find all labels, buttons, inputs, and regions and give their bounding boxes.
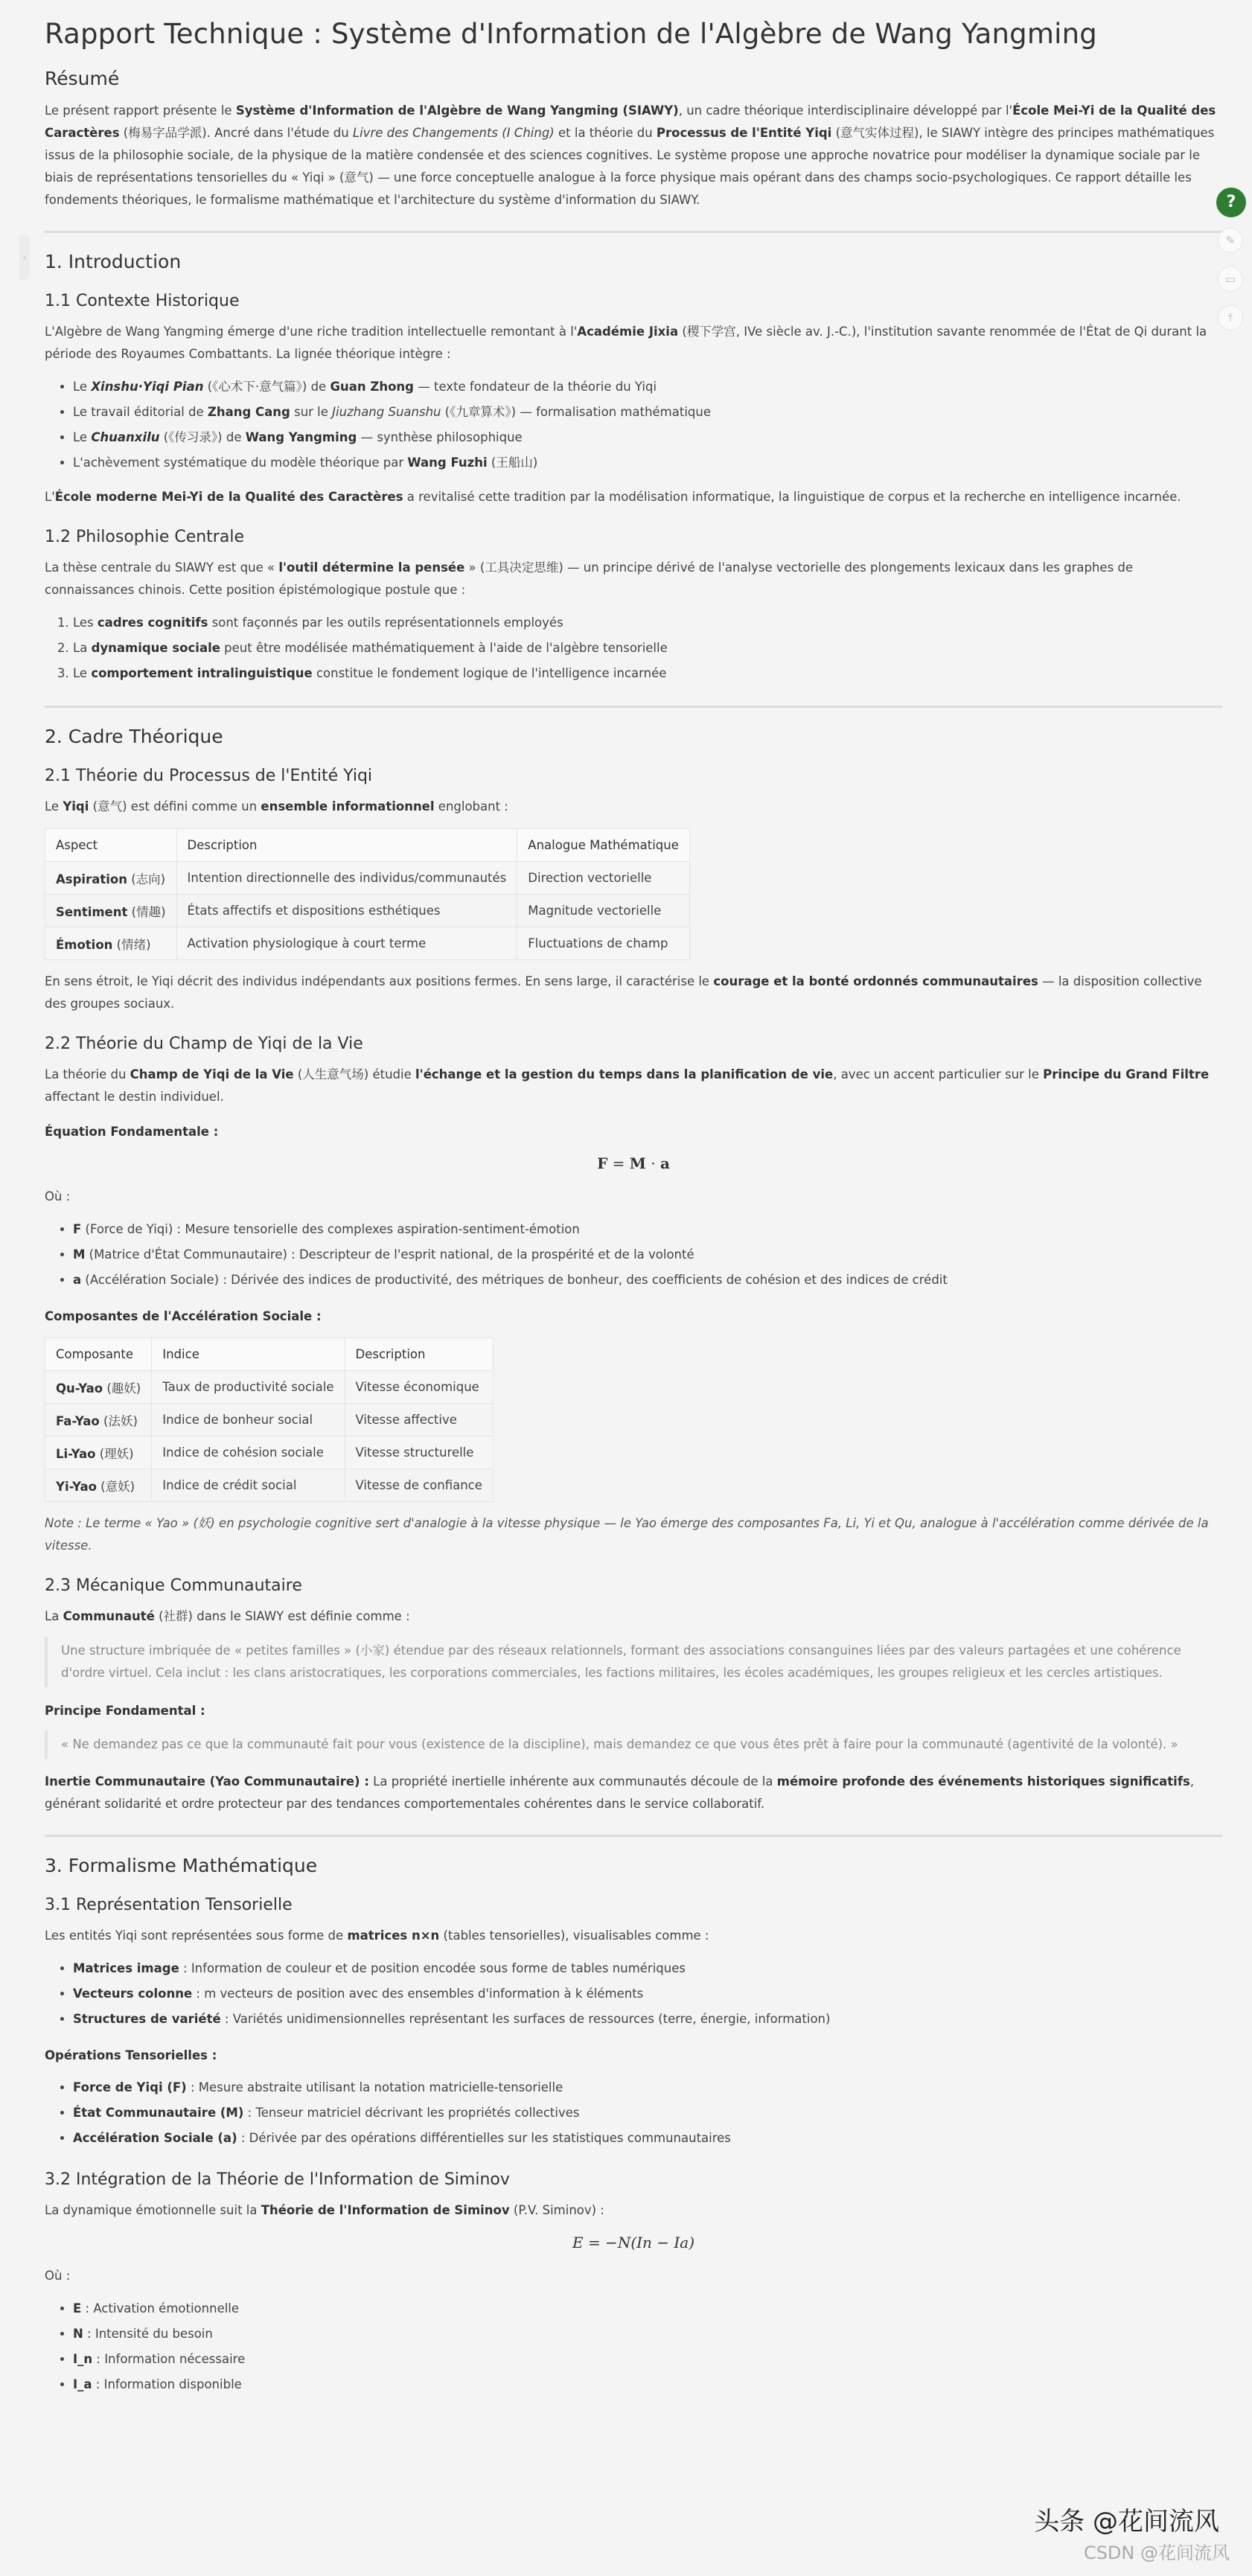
table-row (45, 1436, 494, 1469)
bullet-list (45, 1956, 1222, 2032)
list-item: 3. Le comportement intralinguistique constitue le fondement logique de l'intelligence incarnée (73, 661, 1222, 686)
table-row (45, 1404, 494, 1436)
table-cell: États affectifs et dispositions esthétiques (176, 895, 517, 927)
table-cell: Taux de productivité sociale (152, 1371, 345, 1404)
table-header-row (45, 829, 690, 862)
subsection-heading: 1.2 Philosophie Centrale (45, 528, 244, 546)
table-cell: Li-Yao (理妖) (45, 1436, 152, 1469)
acceleration-table (45, 1337, 494, 1502)
list-item: • I_n : Information nécessaire (73, 2347, 1222, 2372)
table-row (45, 1469, 494, 1502)
table-cell: Magnitude vectorielle (517, 895, 690, 927)
bullet-list (45, 2075, 1222, 2151)
table-header: Composante (45, 1338, 152, 1371)
list-item: • F (Force de Yiqi) : Mesure tensorielle des complexes aspiration-sentiment-émotion (73, 1217, 1222, 1242)
list-item: • Matrices image : Information de couleur et de position encodée sous forme de tables numériques (73, 1956, 1222, 1981)
resume-paragraph: Le présent rapport présente le Système d'Information de l'Algèbre de Wang Yangming (SIAWY), un cadre théorique interdisciplinaire développé par l'École Mei-Yi de la Qualité des Caractères (梅易字品学派). Ancré dans l'étude du Livre des Changements (I Ching) et la théorie du Processus de l'Entité Yiqi (意气实体过程), le SIAWY intègre des principes mathématiques issus de la philosophie sociale, de la physique de la matière condensée et des sciences cognitives. Le système propose une approche novatrice pour modéliser la dynamique sociale par le biais de représentations tensorielles du « Yiqi » (意气) — une force conceptuelle analogue à la force physique mais opérant dans des champs socio-psychologiques. Ce rapport détaille les fondements théoriques, le formalisme mathématique et l'architecture du système d'information du SIAWY. (45, 103, 1216, 207)
paragraph: Où : (45, 1189, 71, 1204)
paragraph: Les entités Yiqi sont représentées sous forme de matrices n×n (tables tensorielles), visualisables comme : (45, 1928, 709, 1943)
list-item: • a (Accélération Sociale) : Dérivée des indices de productivité, des métriques de bonheur, des coefficients de cohésion et des indices de crédit (73, 1268, 1222, 1293)
components-label: Composantes de l'Accélération Sociale : (45, 1309, 322, 1323)
note: Note : Le terme « Yao » (妖) en psychologie cognitive sert d'analogie à la vitesse physique — le Yao émerge des composantes Fa, Li, Yi et Qu, analogue à l'accélération comme dérivée de la vitesse. (45, 1516, 1209, 1553)
bullet-list (45, 2296, 1222, 2397)
paragraph: La thèse centrale du SIAWY est que « l'outil détermine la pensée » (工具决定思维) — un principe dérivé de l'analyse vectorielle des plongements lexicaux dans les graphes de connaissances chinois. Cette position épistémologique postule que : (45, 560, 1134, 597)
table-cell: Indice de cohésion sociale (152, 1436, 345, 1469)
list-item: • Le Xinshu·Yiqi Pian (《心术下·意气篇》) de Guan Zhong — texte fondateur de la théorie du Yiqi (73, 374, 1222, 400)
subsection-heading: 2.3 Mécanique Communautaire (45, 1576, 302, 1595)
back-to-top-icon[interactable]: ⤒ (1218, 305, 1243, 330)
watermark: 头条 @花间流风 (1034, 2507, 1219, 2537)
table-cell: Direction vectorielle (517, 862, 690, 895)
table-cell: Activation physiologique à court terme (176, 927, 517, 960)
table-header: Aspect (45, 829, 177, 862)
table-cell: Aspiration (志向) (45, 862, 177, 895)
paragraph: La dynamique émotionnelle suit la Théorie de l'Information de Siminov (P.V. Siminov) : (45, 2203, 604, 2217)
table-cell: Qu-Yao (趣妖) (45, 1371, 152, 1404)
list-item: 2. La dynamique sociale peut être modélisée mathématiquement à l'aide de l'algèbre tensorielle (73, 636, 1222, 661)
table-cell: Yi-Yao (意妖) (45, 1469, 152, 1502)
divider (45, 706, 1222, 708)
section-heading: 2. Cadre Théorique (45, 726, 223, 747)
paragraph: Le Yiqi (意气) est défini comme un ensemble informationnel englobant : (45, 799, 508, 814)
table-cell: Vitesse structurelle (345, 1436, 493, 1469)
subsection-heading: 2.1 Théorie du Processus de l'Entité Yiqi (45, 767, 373, 785)
numbered-list (45, 610, 1222, 686)
table-cell: Vitesse économique (345, 1371, 493, 1404)
page-title: Rapport Technique : Système d'Information de l'Algèbre de Wang Yangming (45, 18, 1097, 50)
table-cell: Fluctuations de champ (517, 927, 690, 960)
list-item: • Force de Yiqi (F) : Mesure abstraite utilisant la notation matricielle-tensorielle (73, 2075, 1222, 2100)
comment-icon[interactable]: ▭ (1218, 266, 1243, 292)
bullet-list (45, 374, 1222, 476)
table-row (45, 862, 690, 895)
table-cell: Indice de crédit social (152, 1469, 345, 1502)
paragraph: Où : (45, 2269, 71, 2283)
subsection-heading: 3.1 Représentation Tensorielle (45, 1896, 293, 1914)
paragraph: En sens étroit, le Yiqi décrit des individus indépendants aux positions fermes. En sens large, il caractérise le courage et la bonté ordonnés communautaires — la disposition collective des groupes sociaux. (45, 974, 1202, 1011)
paragraph: La théorie du Champ de Yiqi de la Vie (人生意气场) étudie l'échange et la gestion du temps dans la planification de vie, avec un accent particulier sur le Principe du Grand Filtre affectant le destin individuel. (45, 1067, 1210, 1104)
subsection-heading: 3.2 Intégration de la Théorie de l'Information de Siminov (45, 2170, 510, 2189)
divider (45, 1835, 1222, 1837)
table-cell: Intention directionnelle des individus/communautés (176, 862, 517, 895)
list-item: • Le travail éditorial de Zhang Cang sur le Jiuzhang Suanshu (《九章算术》) — formalisation mathématique (73, 400, 1222, 425)
table-cell: Indice de bonheur social (152, 1404, 345, 1436)
list-item: • L'achèvement systématique du modèle théorique par Wang Fuzhi (王船山) (73, 450, 1222, 476)
equation-fundamental: F = M · a (597, 1154, 670, 1172)
paragraph: L'École moderne Mei-Yi de la Qualité des Caractères a revitalisé cette tradition par la modélisation informatique, la linguistique de corpus et la recherche en intelligence incarnée. (45, 490, 1181, 504)
table-header-row (45, 1338, 494, 1371)
list-item: • M (Matrice d'État Communautaire) : Descripteur de l'esprit national, de la prospérité et de la volonté (73, 1242, 1222, 1268)
list-item: • N : Intensité du besoin (73, 2321, 1222, 2347)
table-header: Analogue Mathématique (517, 829, 690, 862)
subsection-heading: 2.2 Théorie du Champ de Yiqi de la Vie (45, 1035, 363, 1053)
principle-label: Principe Fondamental : (45, 1704, 205, 1718)
sidebar-toggle[interactable]: › (19, 235, 30, 280)
edit-icon[interactable]: ✎ (1218, 228, 1243, 253)
list-item: • État Communautaire (M) : Tenseur matriciel décrivant les propriétés collectives (73, 2100, 1222, 2126)
equation-siminov: E = −N(In − Ia) (572, 2234, 694, 2251)
list-item: • I_a : Information disponible (73, 2372, 1222, 2397)
list-item: • Le Chuanxilu (《传习录》) de Wang Yangming — synthèse philosophique (73, 425, 1222, 450)
list-item: 1. Les cadres cognitifs sont façonnés par les outils représentationnels employés (73, 610, 1222, 636)
bullet-list (45, 1217, 1222, 1293)
table-cell: Émotion (情绪) (45, 927, 177, 960)
operations-label: Opérations Tensorielles : (45, 2048, 217, 2062)
paragraph: Inertie Communautaire (Yao Communautaire) : La propriété inertielle inhérente aux communautés découle de la mémoire profonde des événements historiques significatifs, générant solidarité et ordre protecteur par des tendances comportementales cohérentes dans le service collaboratif. (45, 1774, 1195, 1811)
table-row (45, 895, 690, 927)
table-cell: Fa-Yao (法妖) (45, 1404, 152, 1436)
blockquote: Une structure imbriquée de « petites familles » (小家) étendue par des réseaux relationnels, formant des associations consanguines liées par des valeurs partagées et une cohérence d'ordre virtuel. Cela inclut : les clans aristocratiques, les corporations commerciales, les factions militaires, les écoles académiques, les groupes religieux et les cercles artistiques. (45, 1637, 1222, 1687)
equation-label: Équation Fondamentale : (45, 1125, 219, 1139)
paragraph: La Communauté (社群) dans le SIAWY est définie comme : (45, 1609, 410, 1623)
watermark-sub: CSDN @花间流风 (1083, 2543, 1230, 2563)
table-row (45, 1371, 494, 1404)
resume-heading: Résumé (45, 68, 120, 89)
table-cell: Vitesse affective (345, 1404, 493, 1436)
list-item: • E : Activation émotionnelle (73, 2296, 1222, 2321)
section-heading: 3. Formalisme Mathématique (45, 1855, 318, 1876)
table-cell: Sentiment (情趣) (45, 895, 177, 927)
table-header: Description (176, 829, 517, 862)
help-button[interactable]: ? (1216, 188, 1246, 217)
subsection-heading: 1.1 Contexte Historique (45, 292, 240, 310)
divider (45, 231, 1222, 233)
blockquote: « Ne demandez pas ce que la communauté fait pour vous (existence de la discipline), mais demandez ce que vous êtes prêt à faire pour la communauté (agentivité de la volonté). » (45, 1730, 1222, 1759)
list-item: • Accélération Sociale (a) : Dérivée par des opérations différentielles sur les statistiques communautaires (73, 2126, 1222, 2151)
list-item: • Structures de variété : Variétés unidimensionnelles représentant les surfaces de ressources (terre, énergie, information) (73, 2007, 1222, 2032)
list-item: • Vecteurs colonne : m vecteurs de position avec des ensembles d'information à k éléments (73, 1981, 1222, 2007)
table-row (45, 927, 690, 960)
paragraph: L'Algèbre de Wang Yangming émerge d'une riche tradition intellectuelle remontant à l'Académie Jixia (稷下学宫, IVe siècle av. J.-C.), l'institution savante renommée de l'État de Qi durant la période des Royaumes Combattants. La lignée théorique intègre : (45, 325, 1207, 361)
yiqi-table (45, 828, 690, 960)
table-header: Indice (152, 1338, 345, 1371)
table-cell: Vitesse de confiance (345, 1469, 493, 1502)
section-heading: 1. Introduction (45, 251, 182, 272)
table-header: Description (345, 1338, 493, 1371)
